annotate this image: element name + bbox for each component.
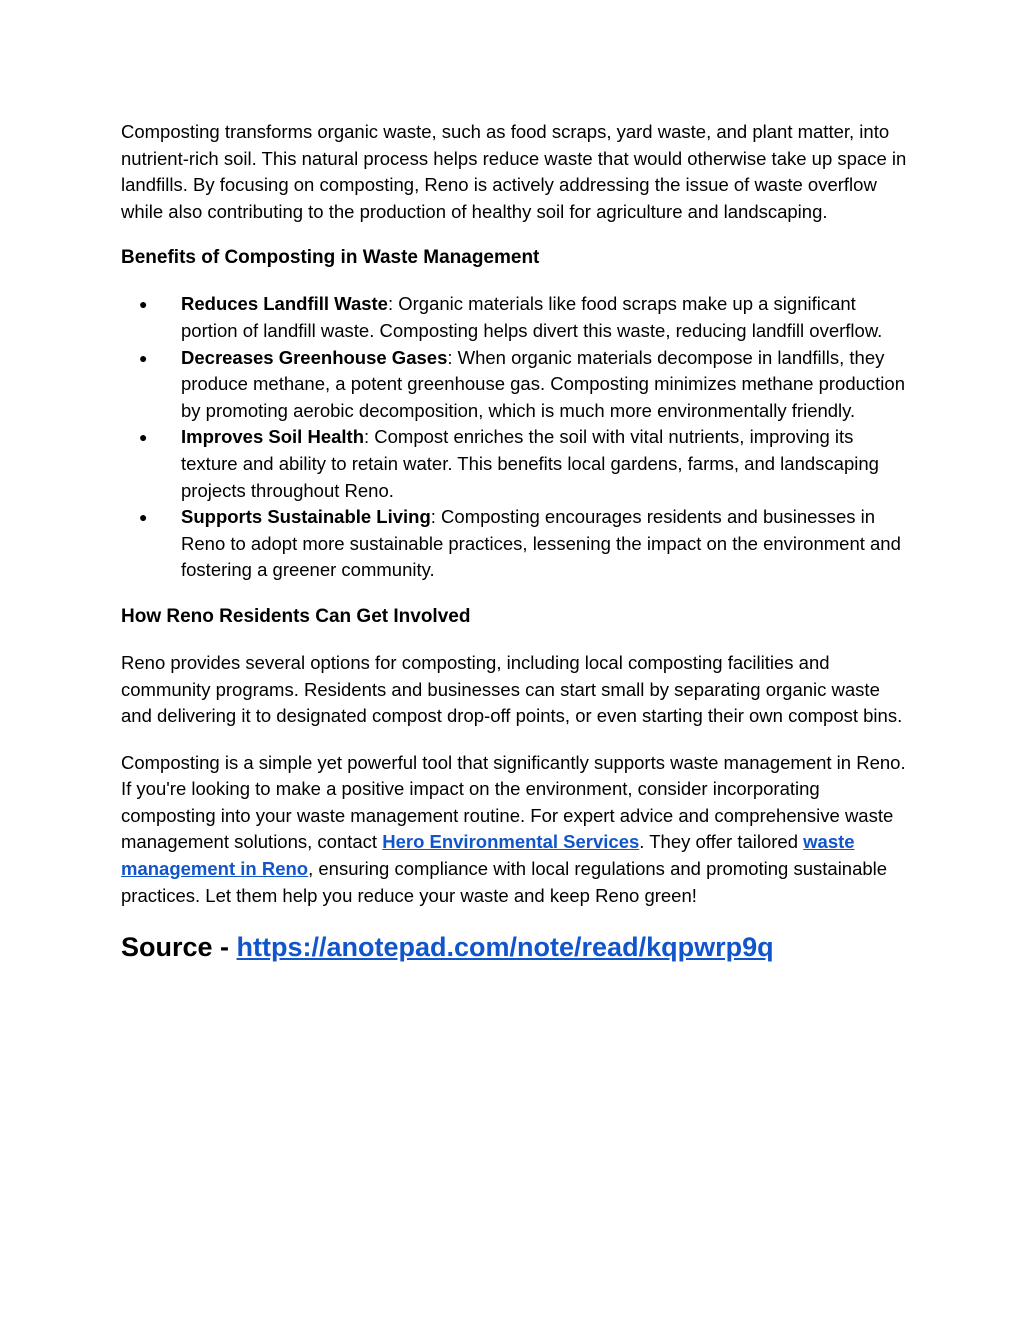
waste-management-reno-link[interactable]: waste management in Reno xyxy=(121,831,855,880)
involved-heading: How Reno Residents Can Get Involved xyxy=(121,605,471,627)
benefit-title: Decreases Greenhouse Gases xyxy=(181,346,448,368)
source-url-link[interactable]: https://anotepad.com/note/read/kqpwrp9q xyxy=(236,932,774,963)
list-item xyxy=(121,345,911,425)
document-page xyxy=(121,119,911,965)
benefit-title: Improves Soil Health xyxy=(181,426,364,448)
bullet-icon: ● xyxy=(139,296,148,313)
source-line xyxy=(121,929,911,965)
bullet-icon: ● xyxy=(139,429,148,446)
closing-text-2: . They offer tailored xyxy=(639,831,804,853)
benefit-text: : Organic materials like food scraps make up a significant portion of landfill waste. Composting helps divert this waste, reducing landfill overflow. xyxy=(181,293,883,341)
benefits-heading: Benefits of Composting in Waste Management xyxy=(121,247,540,269)
closing-text-3: , ensuring compliance with local regulations and promoting sustainable practices. Let them help you reduce your waste and keep Reno green! xyxy=(121,858,888,906)
benefits-list xyxy=(121,291,911,584)
intro-paragraph: Composting transforms organic waste, such as food scraps, yard waste, and plant matter, into nutrient-rich soil. This natural process helps reduce waste that would otherwise take up space in landfills. By focusing on composting, Reno is actively addressing the issue of waste overflow while also contributing to the production of healthy soil for agriculture and landscaping. xyxy=(121,121,907,222)
list-item xyxy=(121,424,911,504)
closing-paragraph xyxy=(121,750,911,910)
source-label: Source - xyxy=(121,932,237,963)
list-item xyxy=(121,504,911,584)
benefit-text: : Compost enriches the soil with vital nutrients, improving its texture and ability to retain water. This benefits local gardens, farms, and landscaping projects throughout Reno. xyxy=(181,426,879,501)
list-item xyxy=(121,291,911,344)
benefit-title: Reduces Landfill Waste xyxy=(181,293,388,315)
bullet-icon: ● xyxy=(139,349,148,366)
hero-environmental-link[interactable]: Hero Environmental Services xyxy=(382,831,640,853)
closing-text-1: Composting is a simple yet powerful tool that significantly supports waste management in Reno. If you're looking to make a positive impact on the environment, consider incorporating composting into your waste management routine. For expert advice and comprehensive waste management solutions, contact xyxy=(121,751,906,853)
benefit-text: : When organic materials decompose in landfills, they produce methane, a potent greenhouse gas. Composting minimizes methane production by promoting aerobic decomposition, which is much more environmentally friendly. xyxy=(181,346,905,421)
bullet-icon: ● xyxy=(139,509,148,526)
benefit-title: Supports Sustainable Living xyxy=(181,506,431,528)
benefit-text: : Composting encourages residents and businesses in Reno to adopt more sustainable practices, lessening the impact on the environment and fostering a greener community. xyxy=(181,506,901,581)
involved-paragraph: Reno provides several options for composting, including local composting facilities and community programs. Residents and businesses can start small by separating organic waste and delivering it to designated compost drop-off points, or even starting their own compost bins. xyxy=(121,651,903,727)
